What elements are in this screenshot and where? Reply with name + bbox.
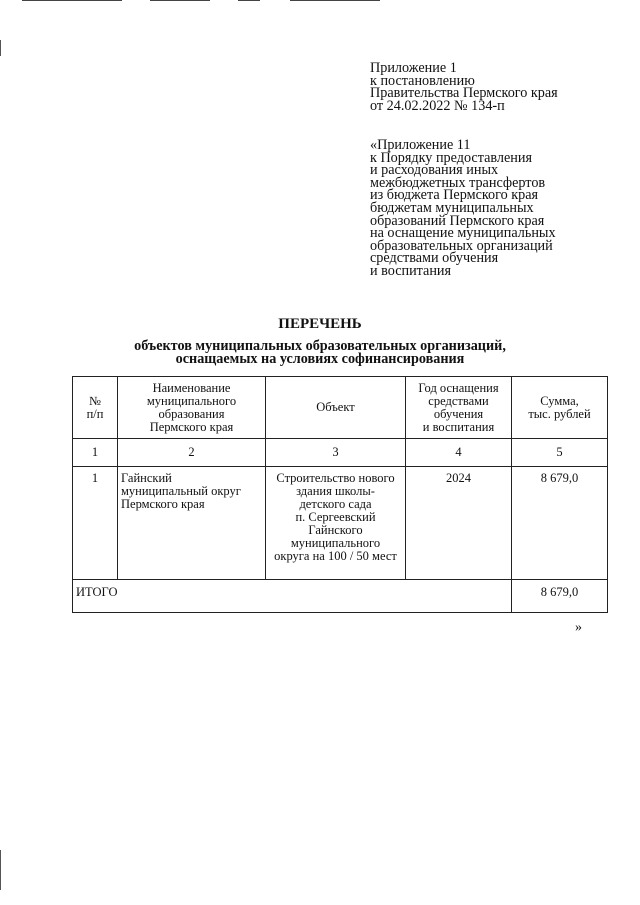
closing-quote-mark: » — [575, 620, 582, 635]
appendix-main-line: к постановлению — [370, 72, 475, 89]
appendix-quote-block — [370, 139, 556, 278]
appendix-quote-line: к Порядку предоставления — [370, 149, 532, 166]
row-number: 1 — [73, 467, 118, 580]
column-number: 3 — [266, 439, 406, 467]
table-header-row — [73, 377, 608, 439]
appendix-main-block — [370, 62, 558, 112]
document-title: ПЕРЕЧЕНЬ — [278, 316, 362, 332]
appendix-quote-line: образовательных организаций — [370, 237, 553, 254]
row-municipality: Гайнский муниципальный округ Пермского края — [118, 467, 266, 580]
column-number-row — [73, 439, 608, 467]
header-year: Год оснащения средствами обучения и воспитания — [406, 377, 512, 439]
appendix-quote-line: и воспитания — [370, 262, 452, 279]
document-subtitle-line-1: объектов муниципальных образовательных организаций, — [134, 338, 506, 354]
column-number: 4 — [406, 439, 512, 467]
header-number: № п/п — [73, 377, 118, 439]
scan-left-edge-bottom — [0, 850, 1, 890]
header-amount: Сумма, тыс. рублей — [512, 377, 608, 439]
appendix-quote-line: и расходования иных — [370, 162, 499, 179]
table-row — [73, 467, 608, 580]
appendix-main-line: Правительства Пермского края — [370, 85, 558, 102]
scan-top-edge — [0, 0, 640, 3]
total-label: ИТОГО — [73, 580, 512, 613]
scan-left-edge — [0, 40, 1, 56]
appendix-quote-line: на оснащение муниципальных — [370, 225, 556, 242]
appendix-quote-line: бюджетам муниципальных — [370, 199, 534, 216]
appendix-quote-line: из бюджета Пермского края — [370, 187, 539, 204]
appendix-main-line: от 24.02.2022 № 134-п — [370, 97, 505, 114]
document-subtitle-line-2: оснащаемых на условиях софинансирования — [175, 351, 465, 367]
appendix-main-line: Приложение 1 — [370, 60, 457, 76]
appendix-quote-line: «Приложение 11 — [370, 137, 471, 153]
row-year: 2024 — [406, 467, 512, 580]
row-amount: 8 679,0 — [512, 467, 608, 580]
row-object: Строительство нового здания школы- детского сада п. Сергеевский Гайнского муниципального округа на 100 / 50 мест — [266, 467, 406, 580]
header-municipality: Наименование муниципального образования Пермского края — [118, 377, 266, 439]
column-number: 5 — [512, 439, 608, 467]
objects-table — [72, 376, 608, 613]
column-number: 2 — [118, 439, 266, 467]
appendix-quote-line: средствами обучения — [370, 250, 499, 267]
total-row — [73, 580, 608, 613]
column-number: 1 — [73, 439, 118, 467]
header-object: Объект — [266, 377, 406, 439]
appendix-quote-line: образований Пермского края — [370, 212, 545, 229]
appendix-quote-line: межбюджетных трансфертов — [370, 174, 546, 191]
total-amount: 8 679,0 — [512, 580, 608, 613]
